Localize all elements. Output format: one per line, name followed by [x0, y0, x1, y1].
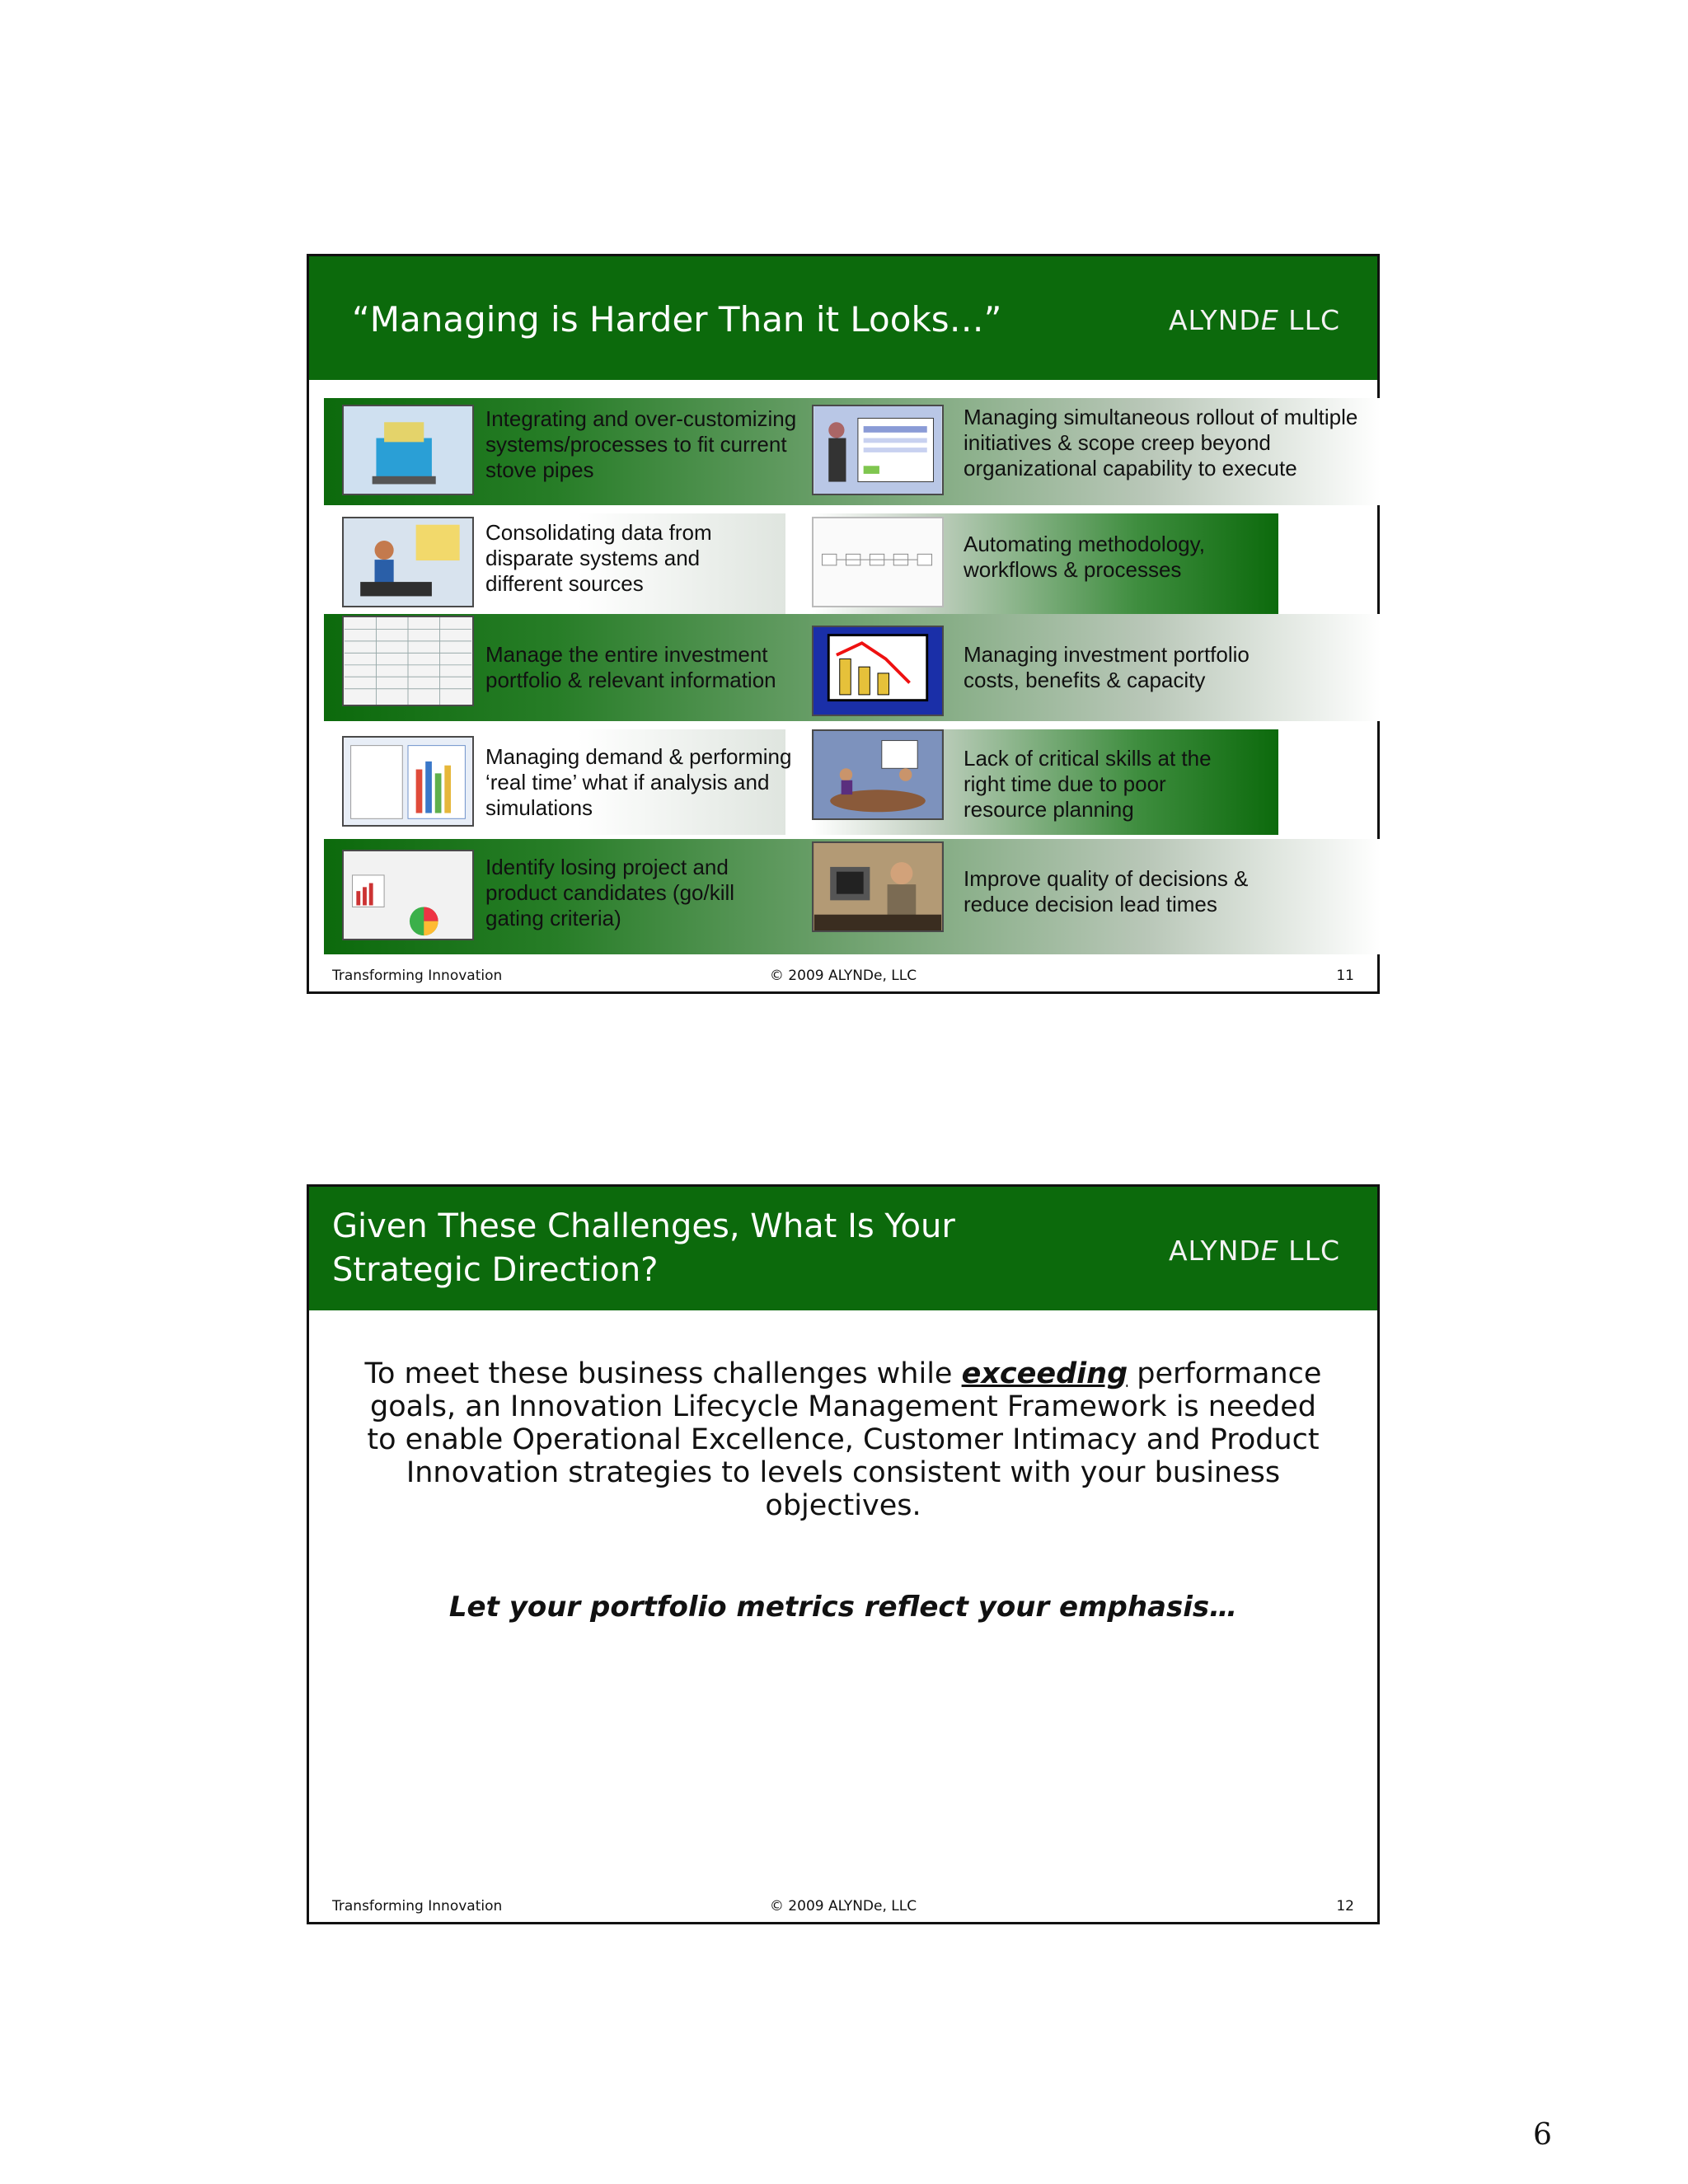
- slide-title: “Managing is Harder Than it Looks…”: [352, 299, 1002, 340]
- company-logo: [1169, 1235, 1340, 1267]
- challenge-text-4: Automating methodology, workflows & processes: [964, 532, 1205, 582]
- presenter-icon: [812, 405, 944, 495]
- slide-header: [309, 1187, 1377, 1310]
- challenge-text-5: Manage the entire investment portfolio & relevant information: [485, 642, 776, 692]
- title-line-1: Given These Challenges, What Is Your: [332, 1207, 955, 1245]
- computer-system-icon: [342, 405, 474, 495]
- declining-chart-icon: [812, 626, 944, 716]
- challenge-text-8: Lack of critical skills at the right time due to poor resource planning: [964, 746, 1212, 822]
- challenge-text-9: Identify losing project and product candidates (go/kill gating criteria): [485, 855, 735, 930]
- logo-text: ALYND: [1168, 304, 1261, 336]
- slide-body-text: [359, 1357, 1328, 1522]
- challenge-text-3: Consolidating data from disparate systems and different sources: [485, 520, 712, 596]
- slide-11: [307, 254, 1380, 994]
- slide-number: 12: [1336, 1898, 1354, 1915]
- title-line-2: Strategic Direction?: [332, 1251, 659, 1289]
- slide-title: [332, 1205, 1074, 1292]
- slide-header: [309, 256, 1377, 380]
- body-text-end: performance goals, an Innovation Lifecycle Management Framework is needed to enable Operational Excellence, Customer Intimacy and Product Innovation strategies to levels consistent with your business objectives.: [367, 1357, 1322, 1522]
- logo-suffix: LLC: [1278, 304, 1340, 336]
- slide-tagline: Let your portfolio metrics reflect your emphasis…: [448, 1591, 1238, 1624]
- logo-text: ALYND: [1168, 1235, 1261, 1267]
- challenge-text-2: Managing simultaneous rollout of multiple initiatives & scope creep beyond organizational capability to execute: [964, 405, 1358, 480]
- footer-copyright: © 2009 ALYNDe, LLC: [769, 1898, 917, 1915]
- company-logo: [1169, 304, 1340, 336]
- footer-copyright: © 2009 ALYNDe, LLC: [769, 968, 917, 984]
- body-emphasis: exceeding: [961, 1357, 1128, 1390]
- team-data-icon: [342, 517, 474, 607]
- workflow-diagram-icon: [812, 517, 944, 607]
- footer-left: Transforming Innovation: [332, 1898, 503, 1915]
- page-number: 6: [1533, 2118, 1552, 2152]
- slide-footer: [332, 968, 1354, 987]
- logo-accent: E: [1260, 1235, 1279, 1267]
- meeting-icon: [812, 729, 944, 820]
- footer-left: Transforming Innovation: [332, 968, 503, 984]
- logo-suffix: LLC: [1278, 1235, 1340, 1267]
- report-pie-icon: [342, 850, 474, 940]
- body-text-start: To meet these business challenges while: [364, 1357, 962, 1390]
- slide-footer: [332, 1898, 1354, 1918]
- slide-12: [307, 1184, 1380, 1924]
- slide-number: 11: [1336, 968, 1354, 984]
- logo-accent: E: [1260, 304, 1279, 336]
- dashboard-bars-icon: [342, 736, 474, 827]
- challenge-text-1: Integrating and over-customizing systems/processes to fit current stove pipes: [485, 406, 797, 482]
- challenge-text-6: Managing investment portfolio costs, benefits & capacity: [964, 642, 1250, 692]
- challenge-text-7: Managing demand & performing ‘real time’ what if analysis and simulations: [485, 744, 792, 820]
- stressed-worker-icon: [812, 841, 944, 932]
- spreadsheet-icon: [342, 616, 474, 706]
- challenge-text-10: Improve quality of decisions & reduce decision lead times: [964, 866, 1249, 916]
